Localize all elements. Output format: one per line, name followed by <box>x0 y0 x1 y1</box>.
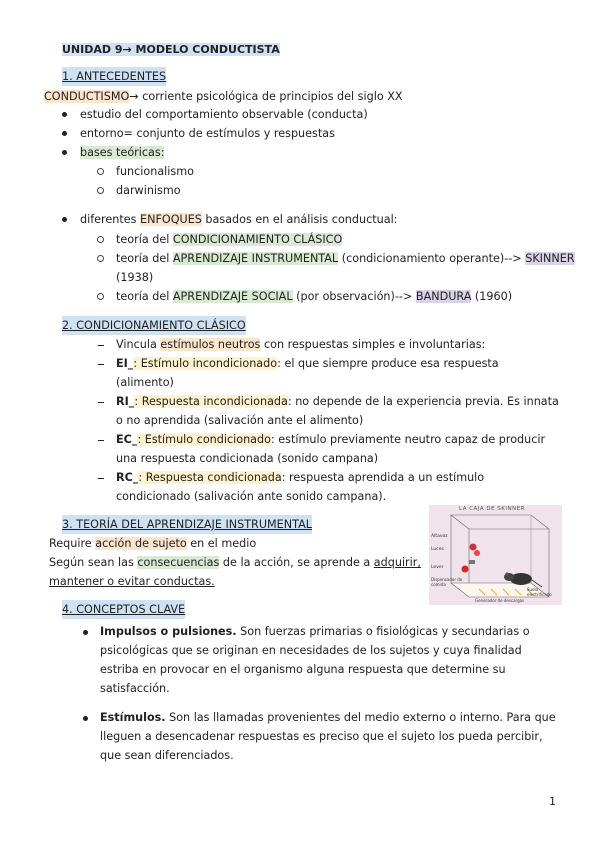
list-item: RC_: Respuesta condicionada: respuesta aprendida a un estímulo <box>116 471 485 484</box>
page-title: UNIDAD 9→ MODELO CONDUCTISTA <box>62 43 280 56</box>
bullet-icon <box>62 217 67 222</box>
dash-icon <box>98 345 104 346</box>
bullet-icon <box>83 630 88 635</box>
figure-title: LA CAJA DE SKINNER <box>459 506 526 512</box>
dash-icon <box>98 402 104 403</box>
figure-label: Altavoz <box>431 534 448 539</box>
bullet-icon <box>83 716 88 721</box>
paragraph-line: Estímulos. Son las llamadas provenientes del medio externo o interno. Para que <box>100 711 556 724</box>
circle-bullet-icon <box>97 293 104 300</box>
sub-list-item: teoría del APRENDIZAJE SOCIAL (por observación)--> BANDURA (1960) <box>116 290 513 303</box>
paragraph-line: estriba en provocar en el organismo alguna respuesta que determine su <box>100 663 506 676</box>
paragraph-line: lleguen a desencadenar respuestas es preciso que el sujeto los pueda percibir, <box>100 730 543 743</box>
dash-icon <box>98 364 104 365</box>
section-2-heading: 2. CONDICIONAMIENTO CLÁSICO <box>62 316 246 335</box>
skinner-box-figure <box>429 505 562 605</box>
figure-label: Suelo electrificado <box>527 587 552 597</box>
list-item: estudio del comportamiento observable (conducta) <box>80 108 368 121</box>
paragraph-line: que sean diferenciados. <box>100 749 234 762</box>
figure-label: Lever <box>431 565 444 570</box>
figure-label: Dispensador de comida <box>431 577 463 587</box>
section-1-heading: 1. ANTECEDENTES <box>62 67 166 86</box>
figure-label: Luces <box>431 547 444 552</box>
list-item: EI_: Estímulo incondicionado: el que siempre produce esa respuesta <box>116 357 499 370</box>
list-item-cont: (alimento) <box>116 376 174 389</box>
list-item: EC_: Estímulo condicionado: estímulo previamente neutro capaz de producir <box>116 433 546 446</box>
bullet-icon <box>62 131 67 136</box>
sub-list-item-cont: (1938) <box>116 271 154 284</box>
paragraph-line: satisfacción. <box>100 682 170 695</box>
bullet-icon <box>62 112 67 117</box>
list-item: bases teóricas: <box>80 146 165 159</box>
circle-bullet-icon <box>97 187 104 194</box>
list-item-cont: o no aprendida (salivación ante el alimento) <box>116 414 364 427</box>
list-item: entorno= conjunto de estímulos y respuestas <box>80 127 335 140</box>
list-item: Vincula estímulos neutros con respuestas simples e involuntarias: <box>116 338 486 351</box>
circle-bullet-icon <box>97 236 104 243</box>
conductismo-definition: CONDUCTISMO→ corriente psicológica de principios del siglo XX <box>44 90 403 103</box>
list-item: RI_: Respuesta incondicionada: no depende de la experiencia previa. Es innata <box>116 395 559 408</box>
circle-bullet-icon <box>97 255 104 262</box>
sub-list-item: darwinismo <box>116 184 181 197</box>
section-3-heading: 3. TEORÍA DEL APRENDIZAJE INSTRUMENTAL <box>62 515 312 534</box>
paragraph-line: Require acción de sujeto en el medio <box>49 537 257 550</box>
paragraph-line: Según sean las consecuencias de la acción, se aprende a adquirir, <box>49 556 421 569</box>
paragraph-line: psicológicas que se originan en necesidades de los sujetos y cuya finalidad <box>100 644 522 657</box>
bullet-icon <box>62 150 67 155</box>
list-item-cont: condicionado (salivación ante sonido campana). <box>116 490 387 503</box>
paragraph-line: Impulsos o pulsiones. Son fuerzas primarias o fisiológicas y secundarias o <box>100 625 530 638</box>
list-item: diferentes ENFOQUES basados en el análisis conductual: <box>80 213 398 226</box>
sub-list-item: funcionalismo <box>116 165 194 178</box>
figure-label: Generador de descargas <box>475 598 525 603</box>
section-4-heading: 4. CONCEPTOS CLAVE <box>62 600 185 619</box>
circle-bullet-icon <box>97 168 104 175</box>
list-item-cont: una respuesta condicionada (sonido campana) <box>116 452 379 465</box>
sub-list-item: teoría del APRENDIZAJE INSTRUMENTAL (condicionamiento operante)--> SKINNER <box>116 252 575 265</box>
page-number: 1 <box>549 795 556 808</box>
paragraph-line: mantener o evitar conductas. <box>49 575 215 588</box>
sub-list-item: teoría del CONDICIONAMIENTO CLÁSICO <box>116 233 343 246</box>
dash-icon <box>98 478 104 479</box>
dash-icon <box>98 440 104 441</box>
